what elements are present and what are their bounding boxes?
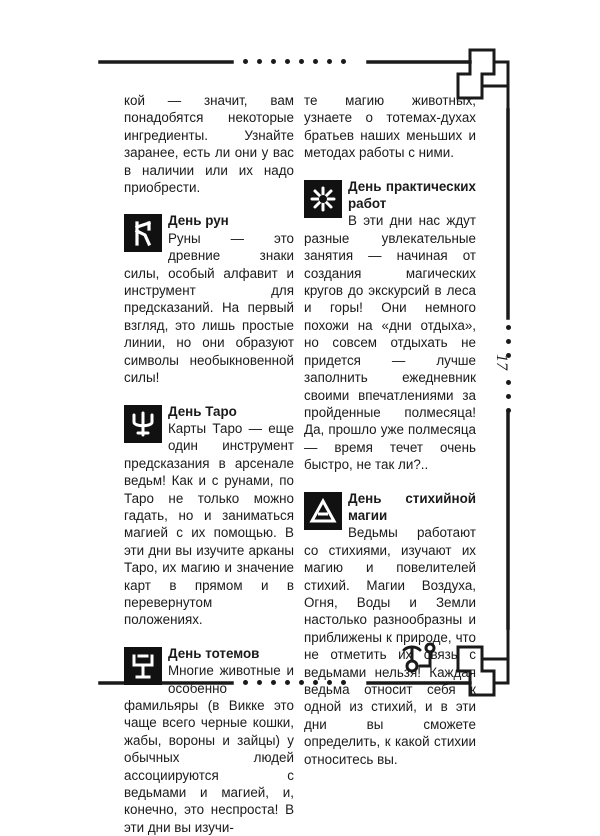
asterisk-icon <box>304 180 342 218</box>
right-dots-bottom <box>506 380 511 413</box>
section-text-elements: Ведьмы работают со стихиями, изучают их магию и повелителей стихий. Магии Воздуха, Огня, Воды и Земли настолько разнообразны и приближены к природе, что не отметить их связь с ведьмами нельзя! Каждая ведьма относит себя к одной из стихий, и в эти дни вы сможете определить, к какой стихии относитесь вы. <box>304 525 476 767</box>
section-heading-runes: День рун <box>168 213 229 229</box>
section-heading-elements: День стихийной магии <box>348 490 476 523</box>
section-elements <box>304 490 476 769</box>
rune-icon <box>124 214 162 252</box>
totem-icon <box>124 647 162 685</box>
triangle-icon <box>304 492 342 530</box>
section-text-totems: Многие животные и особенно фамильяры (в Викке это чаще всего черные кошки, жабы, вороны и зайцы) у обычных людей ассоциируются с ведьмами и магией, и, конечно, это неспроста! В эти дни вы изучи- <box>124 663 294 835</box>
section-runes <box>124 212 294 386</box>
section-totems <box>124 645 294 836</box>
section-text-practical: В эти дни нас ждут разные увлекательные занятия — начиная от создания магических кругов до экскурсий в леса и горы! Они немного похожи на «дни отдыха», но совсем отдыхать не придется — лучше заполнить ежедневник своими впечатлениями за пройденные полмесяца! Да, прошло уже полмесяца — время течет очень быстро, не так ли?.. <box>304 213 476 473</box>
section-heading-tarot: День Таро <box>168 403 237 419</box>
section-heading-practical: День практических работ <box>348 178 476 212</box>
left-column <box>124 92 294 836</box>
left-intro-text: кой — значит, вам понадобятся некоторые ингредиенты. Узнайте заранее, есть ли они у вас в наличии или их надо приобрести. <box>124 93 294 196</box>
section-heading-totems: День тотемов <box>168 645 260 661</box>
right-column <box>304 92 476 768</box>
section-text-tarot: Карты Таро — еще один инструмент предсказания в арсенале ведьм! Как и с рунами, по Таро не только можно гадать, но и заниматься магией с их помощью. В эти дни вы изучите арканы Таро, их магию и значение карт в прямом и в перевернутом положениях. <box>124 420 294 628</box>
trident-icon <box>124 405 162 443</box>
page-number: 17 <box>493 354 510 370</box>
section-tarot <box>124 403 294 629</box>
section-practical <box>304 178 476 474</box>
section-text-runes: Руны — это древние знаки силы, особый алфавит и инструмент для предсказаний. На первый взгляд, это лишь простые линии, но они образуют символы необыкновенной силы! <box>124 230 294 386</box>
right-intro-text: те магию животных, узнаете о тотемах-духах братьев наших меньших и методах работы с ними. <box>304 93 476 161</box>
top-dots-divider <box>243 59 346 64</box>
